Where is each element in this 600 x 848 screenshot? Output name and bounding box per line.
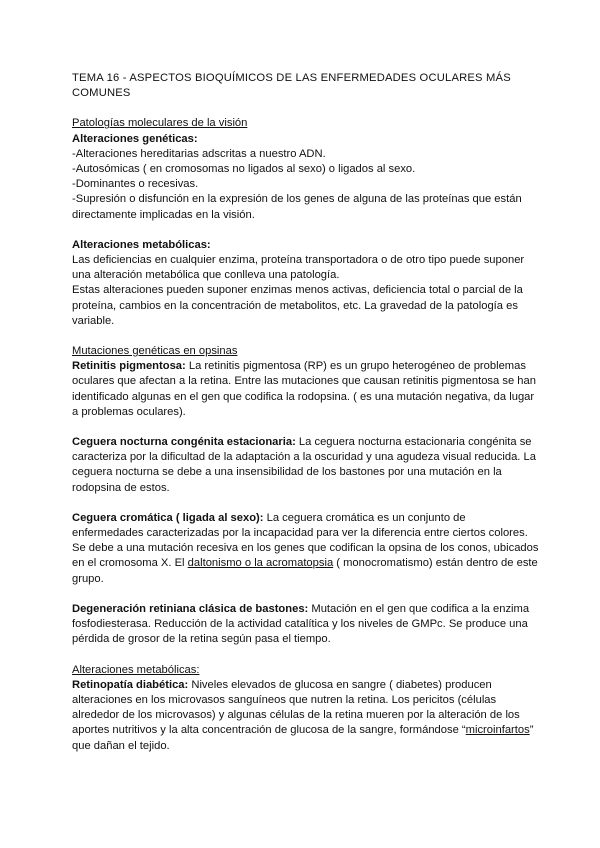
text-retinopathy: Niveles elevados de glucosa en sangre ( diabetes) producen alteraciones en los microvasos sanguíneos que nutren la retina. Los pericitos (células alrededor de los microvasos) y algunas células de la retina mueren por la alteración de los aportes nutritivos y la alta concentración de glucosa de la sangre, formándose “ <box>72 678 520 737</box>
paragraph: Estas alteraciones pueden suponer enzimas menos activas, deficiencia total o parcial de la proteína, cambios en la concentración de metabolitos, etc. La gravedad de la patología es variable. <box>72 284 523 327</box>
list-item: -Autosómicas ( en cromosomas no ligados al sexo) o ligados al sexo. <box>72 163 416 176</box>
list-item: -Supresión o disfunción en la expresión de los genes de alguna de las proteínas que están directamente implicadas en la visión. <box>72 193 522 221</box>
text-color-blindness: La ceguera cromática es un conjunto de enfermedades caracterizadas por la incapacidad para ver la diferencia entre ciertos colores. Se debe a una mutación recesiva en los genes que codifican la opsina de los conos, ubicados en el cromosoma X. El <box>72 511 539 570</box>
block-rod-degeneration <box>72 602 540 648</box>
section-opsin-mutations <box>72 344 540 420</box>
text-color-blindness-end: ( monocromatismo) están dentro de este grupo. <box>72 557 538 585</box>
section-metabolic-alterations <box>72 663 540 754</box>
text-rod-degeneration: Mutación en el gen que codifica a la enzima fosfodiesterasa. Reducción de la actividad catalítica y los niveles de GMPc. Se produce una pérdida de grosor de la retina según pasa el tiempo. <box>72 602 530 646</box>
section-heading: Patologías moleculares de la visión <box>72 117 248 130</box>
block-color-blindness <box>72 511 540 587</box>
paragraph: Las deficiencias en cualquier enzima, proteína transportadora o de otro tipo puede suponer una alteración metabólica que conlleva una patología. <box>72 254 525 282</box>
text-night-blindness: La ceguera nocturna estacionaria congénita se caracteriza por la dificultad de la adaptación a la oscuridad y una agudeza visual reducida. La ceguera nocturna se debe a una insensibilidad de los bastones por una mutación en la rodopsina de estos. <box>72 436 536 494</box>
block-night-blindness <box>72 435 540 496</box>
metabolic-alterations-block <box>72 238 540 329</box>
link-microinfartos[interactable]: microinfartos <box>465 724 530 737</box>
link-daltonismo[interactable]: daltonismo o la acromatopsia <box>187 557 334 570</box>
list-item: -Dominantes o recesivas. <box>72 178 199 191</box>
subheading-genetic: Alteraciones genéticas: <box>72 132 198 145</box>
document-title: TEMA 16 - ASPECTOS BIOQUÍMICOS DE LAS ENFERMEDADES OCULARES MÁS COMUNES <box>72 72 511 100</box>
term-night-blindness: Ceguera nocturna congénita estacionaria: <box>72 436 296 449</box>
term-color-blindness: Ceguera cromática ( ligada al sexo): <box>72 511 264 524</box>
section-molecular-pathologies <box>72 116 540 222</box>
paragraph-retinitis <box>72 359 540 420</box>
section-heading: Alteraciones metabólicas: <box>72 663 200 676</box>
section-heading: Mutaciones genéticas en opsinas <box>72 345 238 358</box>
text-retinopathy-end: ” que dañan el tejido. <box>72 724 534 752</box>
paragraph-retinopathy <box>72 678 540 754</box>
paragraph-night-blindness <box>72 435 540 496</box>
list-item: -Alteraciones hereditarias adscritas a nuestro ADN. <box>72 147 326 160</box>
paragraph-color-blindness <box>72 511 540 587</box>
term-retinitis: Retinitis pigmentosa: <box>72 360 186 373</box>
term-retinopathy: Retinopatía diabética: <box>72 678 189 691</box>
subheading-metabolic: Alteraciones metabólicas: <box>72 238 211 251</box>
paragraph-rod-degeneration <box>72 602 540 648</box>
term-rod-degeneration: Degeneración retiniana clásica de bastones: <box>72 602 309 615</box>
text-retinitis: La retinitis pigmentosa (RP) es un grupo heterogéneo de problemas oculares que afectan a la retina. Entre las mutaciones que causan retinitis pigmentosa se han identificado algunas en el gen que codifica la rodopsina. ( es una mutación negativa, da lugar a problemas oculares). <box>72 360 536 418</box>
